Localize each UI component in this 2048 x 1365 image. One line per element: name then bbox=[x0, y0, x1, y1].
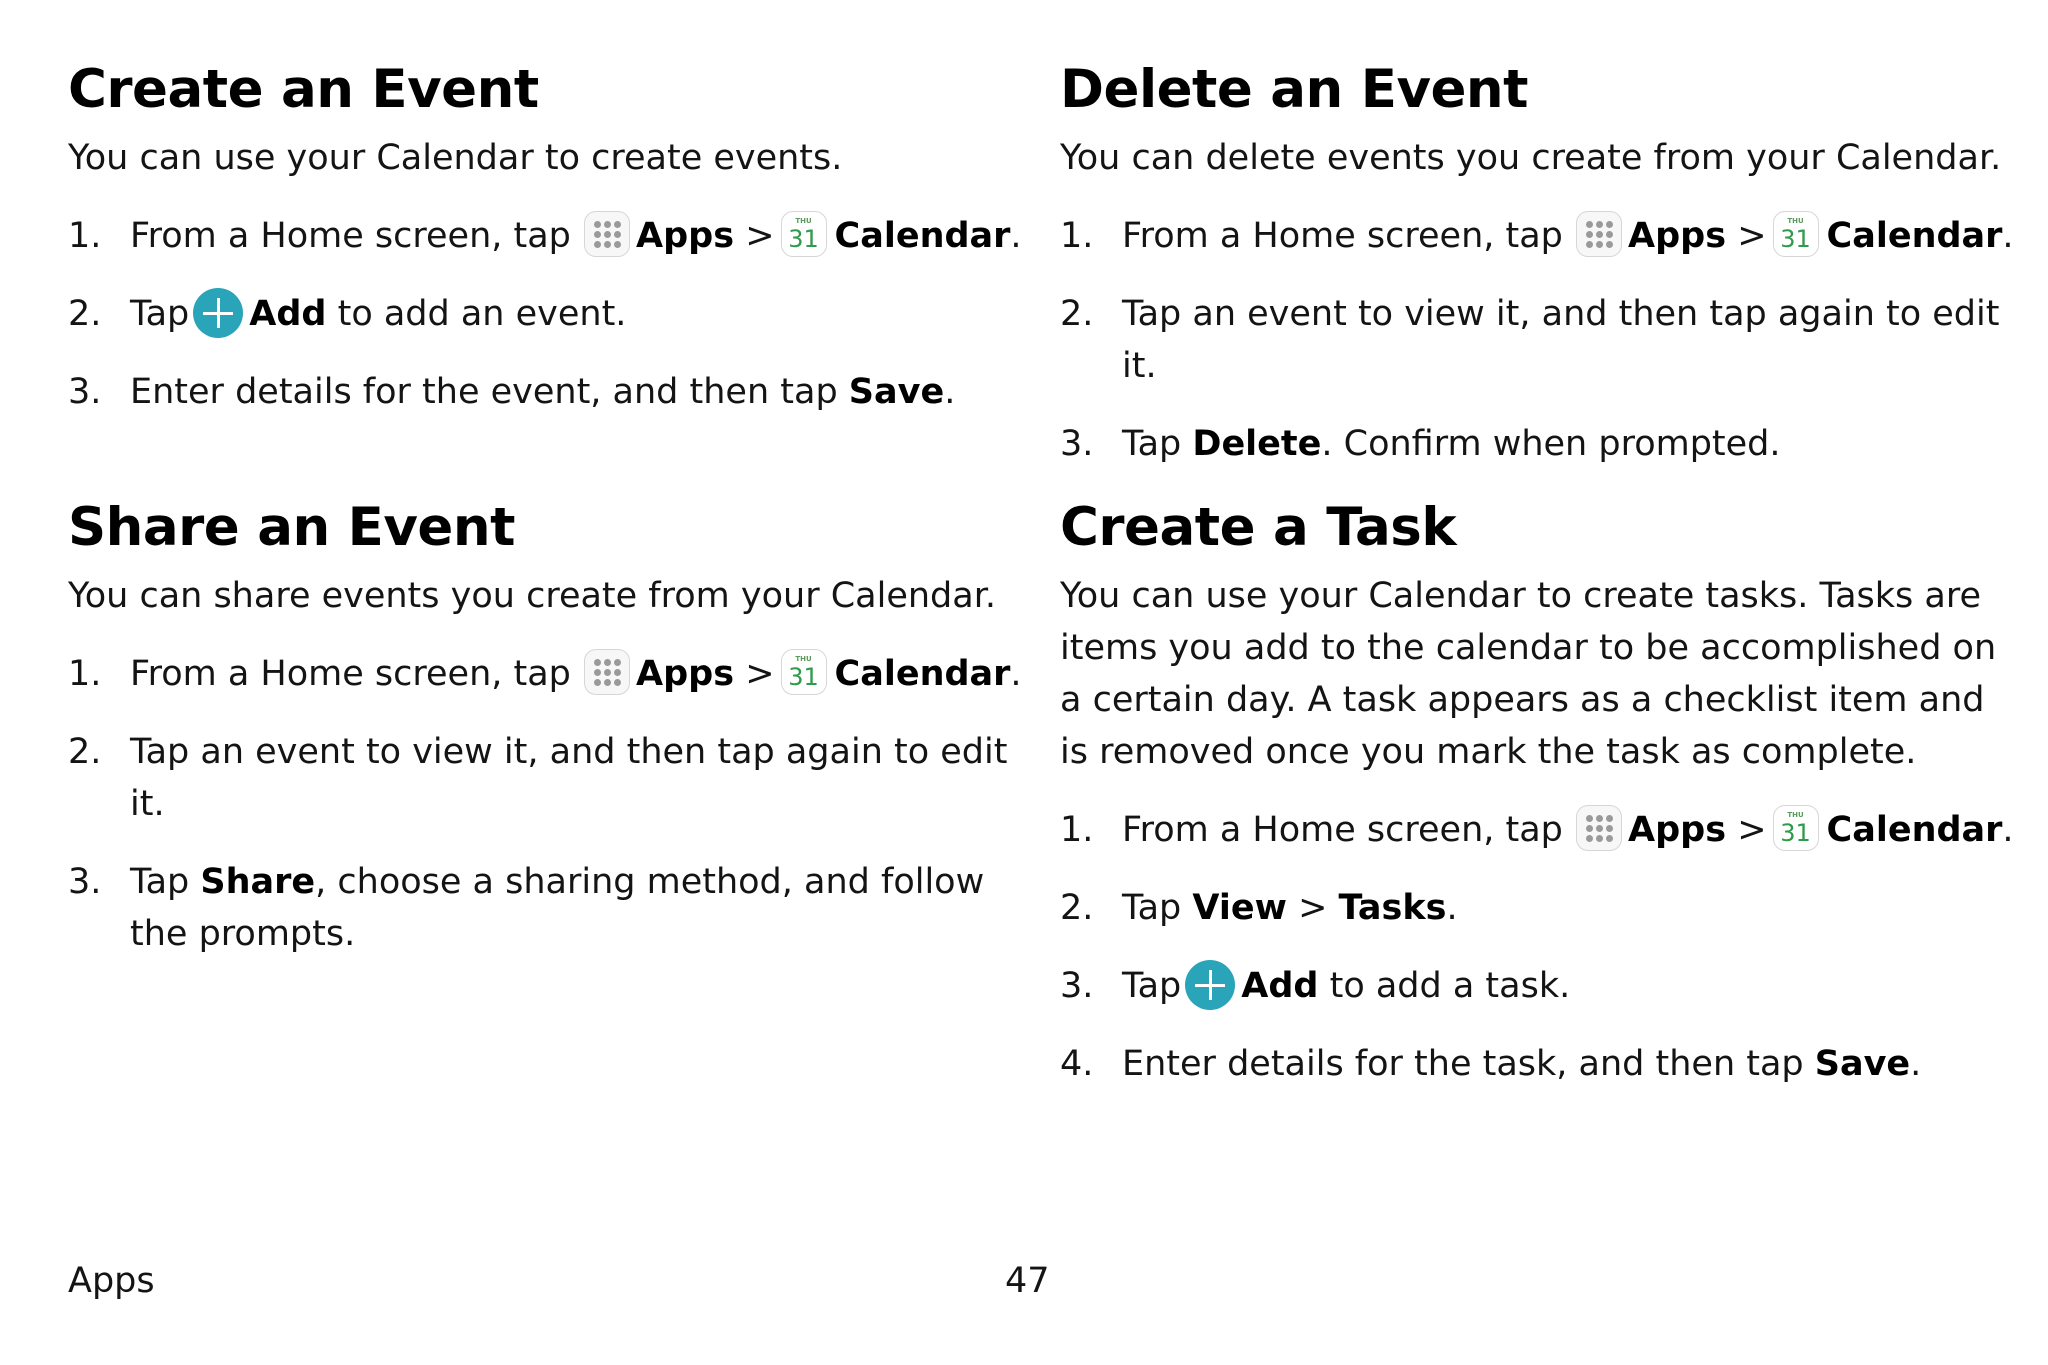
step-item bbox=[1060, 210, 2020, 262]
add-plus-icon bbox=[193, 288, 243, 338]
section-intro: You can delete events you create from your Calendar. bbox=[1060, 138, 2002, 178]
step-text: Tap Share, choose a sharing method, and follow the prompts. bbox=[130, 862, 985, 954]
section-title: Create a Task bbox=[1060, 497, 1457, 558]
footer-section-label: Apps bbox=[68, 1261, 155, 1301]
step-number: 1. bbox=[68, 654, 102, 694]
steps-list bbox=[1060, 804, 2020, 1090]
calendar-icon: THU 31 bbox=[781, 211, 827, 257]
section-create-task bbox=[1060, 498, 2020, 1116]
apps-grid-icon bbox=[584, 649, 630, 695]
section-create-event bbox=[68, 60, 1028, 444]
step-item bbox=[1060, 882, 2020, 934]
step-number: 3. bbox=[68, 862, 102, 902]
section-title: Delete an Event bbox=[1060, 59, 1528, 120]
step-text: From a Home screen, tap Apps > THU 31 Calendar. bbox=[1122, 804, 2020, 856]
step-text: Tap an event to view it, and then tap again to edit it. bbox=[1122, 294, 2000, 386]
step-number: 2. bbox=[68, 732, 102, 772]
step-item bbox=[68, 856, 1028, 960]
step-number: 1. bbox=[1060, 216, 1094, 256]
calendar-icon: THU 31 bbox=[1773, 805, 1819, 851]
step-item bbox=[68, 648, 1028, 700]
add-plus-icon bbox=[1185, 960, 1235, 1010]
section-title: Share an Event bbox=[68, 497, 515, 558]
step-item bbox=[1060, 960, 2020, 1012]
step-text: Tap Add to add an event. bbox=[130, 288, 1028, 340]
step-item bbox=[68, 288, 1028, 340]
step-text: From a Home screen, tap Apps > THU 31 Calendar. bbox=[1122, 210, 2020, 262]
step-text: From a Home screen, tap Apps > THU 31 Calendar. bbox=[130, 648, 1028, 700]
step-item bbox=[1060, 288, 2020, 392]
step-text: From a Home screen, tap Apps > THU 31 Calendar. bbox=[130, 210, 1028, 262]
step-text: Tap Delete. Confirm when prompted. bbox=[1122, 424, 1781, 464]
step-number: 3. bbox=[1060, 424, 1094, 464]
step-text: Tap Add to add a task. bbox=[1122, 960, 2020, 1012]
calendar-icon: THU 31 bbox=[1773, 211, 1819, 257]
step-text: Tap an event to view it, and then tap again to edit it. bbox=[130, 732, 1008, 824]
section-intro: You can share events you create from your Calendar. bbox=[68, 576, 996, 616]
steps-list bbox=[68, 210, 1028, 418]
step-text: Enter details for the task, and then tap Save. bbox=[1122, 1044, 1922, 1084]
step-text: Enter details for the event, and then tap Save. bbox=[130, 372, 956, 412]
section-intro: You can use your Calendar to create events. bbox=[68, 138, 843, 178]
footer-page-number: 47 bbox=[1005, 1261, 1050, 1301]
step-text: Tap View > Tasks. bbox=[1122, 888, 1458, 928]
step-number: 3. bbox=[68, 372, 102, 412]
apps-grid-icon bbox=[1576, 805, 1622, 851]
steps-list bbox=[1060, 210, 2020, 470]
step-number: 1. bbox=[1060, 810, 1094, 850]
step-item bbox=[1060, 418, 2020, 470]
apps-grid-icon bbox=[584, 211, 630, 257]
step-item bbox=[68, 366, 1028, 418]
step-number: 3. bbox=[1060, 966, 1094, 1006]
steps-list bbox=[68, 648, 1028, 960]
apps-grid-icon bbox=[1576, 211, 1622, 257]
step-item bbox=[1060, 1038, 2020, 1090]
section-share-event bbox=[68, 498, 1028, 986]
calendar-icon: THU 31 bbox=[781, 649, 827, 695]
step-number: 1. bbox=[68, 216, 102, 256]
step-number: 2. bbox=[1060, 888, 1094, 928]
step-item bbox=[68, 726, 1028, 830]
step-number: 4. bbox=[1060, 1044, 1094, 1084]
step-item bbox=[68, 210, 1028, 262]
section-delete-event bbox=[1060, 60, 2020, 496]
section-intro: You can use your Calendar to create tasks. Tasks are items you add to the calendar to be accomplished on a certain day. A task appears as a checklist item and is removed once you mark the task as complete. bbox=[1060, 576, 1997, 772]
step-number: 2. bbox=[68, 294, 102, 334]
section-title: Create an Event bbox=[68, 59, 539, 120]
step-item bbox=[1060, 804, 2020, 856]
step-number: 2. bbox=[1060, 294, 1094, 334]
